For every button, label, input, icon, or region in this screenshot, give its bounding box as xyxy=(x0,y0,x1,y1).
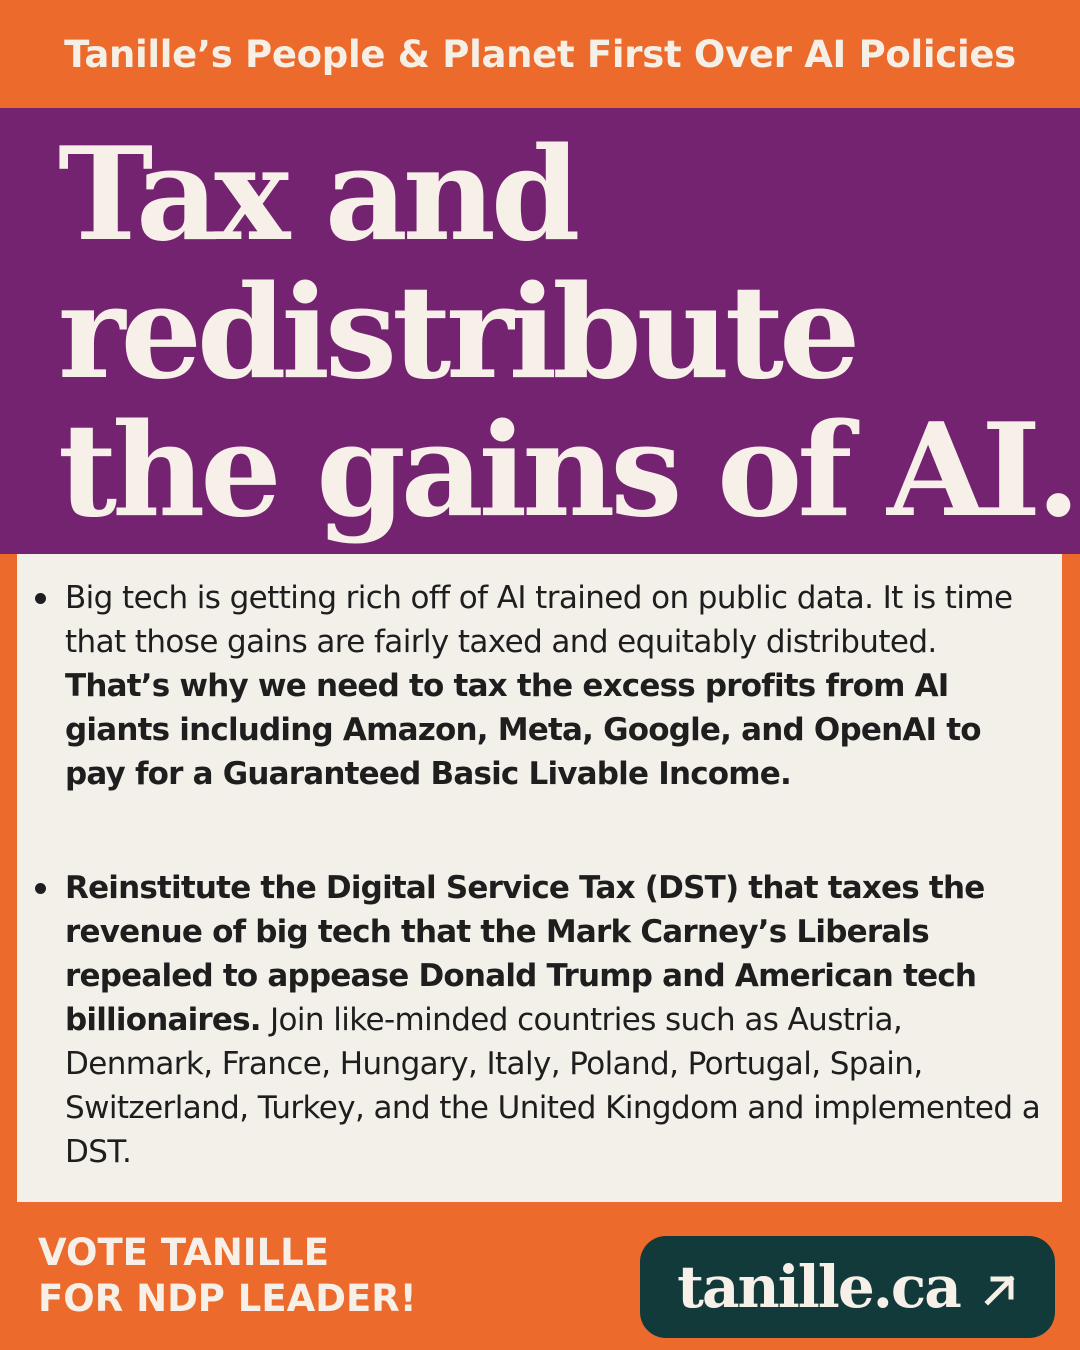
policy-text xyxy=(65,576,1050,796)
policy-text-regular: Big tech is getting rich off of AI trained on public data. It is time that those gains are fairly taxed and equitably distributed. xyxy=(65,580,1013,660)
policy-panel xyxy=(17,554,1062,1202)
policy-text-regular-after: Join like-minded countries such as Austria, Denmark, France, Hungary, Italy, Poland, Portugal, Spain, Switzerland, Turkey, and the United Kingdom and implemented a DST. xyxy=(65,1002,1041,1170)
page-subtitle: Tanille’s People & Planet First Over AI Policies xyxy=(64,32,1016,76)
bullet-icon xyxy=(35,593,46,604)
policy-text-bold: Reinstitute the Digital Service Tax (DST) that taxes the revenue of big tech that the Mark Carney’s Liberals repealed to appease Donald Trump and American tech billionaires. xyxy=(65,870,985,1038)
bullet-icon xyxy=(35,883,46,894)
cta-line-1: VOTE TANILLE xyxy=(38,1231,329,1274)
website-url: tanille.ca xyxy=(677,1253,960,1321)
hero-banner xyxy=(0,108,1080,554)
headline-line-1: Tax and xyxy=(58,120,576,270)
headline xyxy=(58,120,1076,546)
policy-text-bold: That’s why we need to tax the excess profits from AI giants including Amazon, Meta, Google, and OpenAI to pay for a Guaranteed Basic Livable Income. xyxy=(65,668,981,792)
vote-call-to-action xyxy=(38,1230,417,1322)
header-bar xyxy=(0,0,1080,108)
headline-line-3: the gains of AI. xyxy=(58,396,1076,546)
website-link-button[interactable] xyxy=(640,1236,1055,1338)
cta-line-2: FOR NDP LEADER! xyxy=(38,1277,417,1320)
arrow-up-right-icon xyxy=(982,1272,1018,1308)
headline-line-2: redistribute xyxy=(58,258,856,408)
policy-text xyxy=(65,866,1050,1174)
